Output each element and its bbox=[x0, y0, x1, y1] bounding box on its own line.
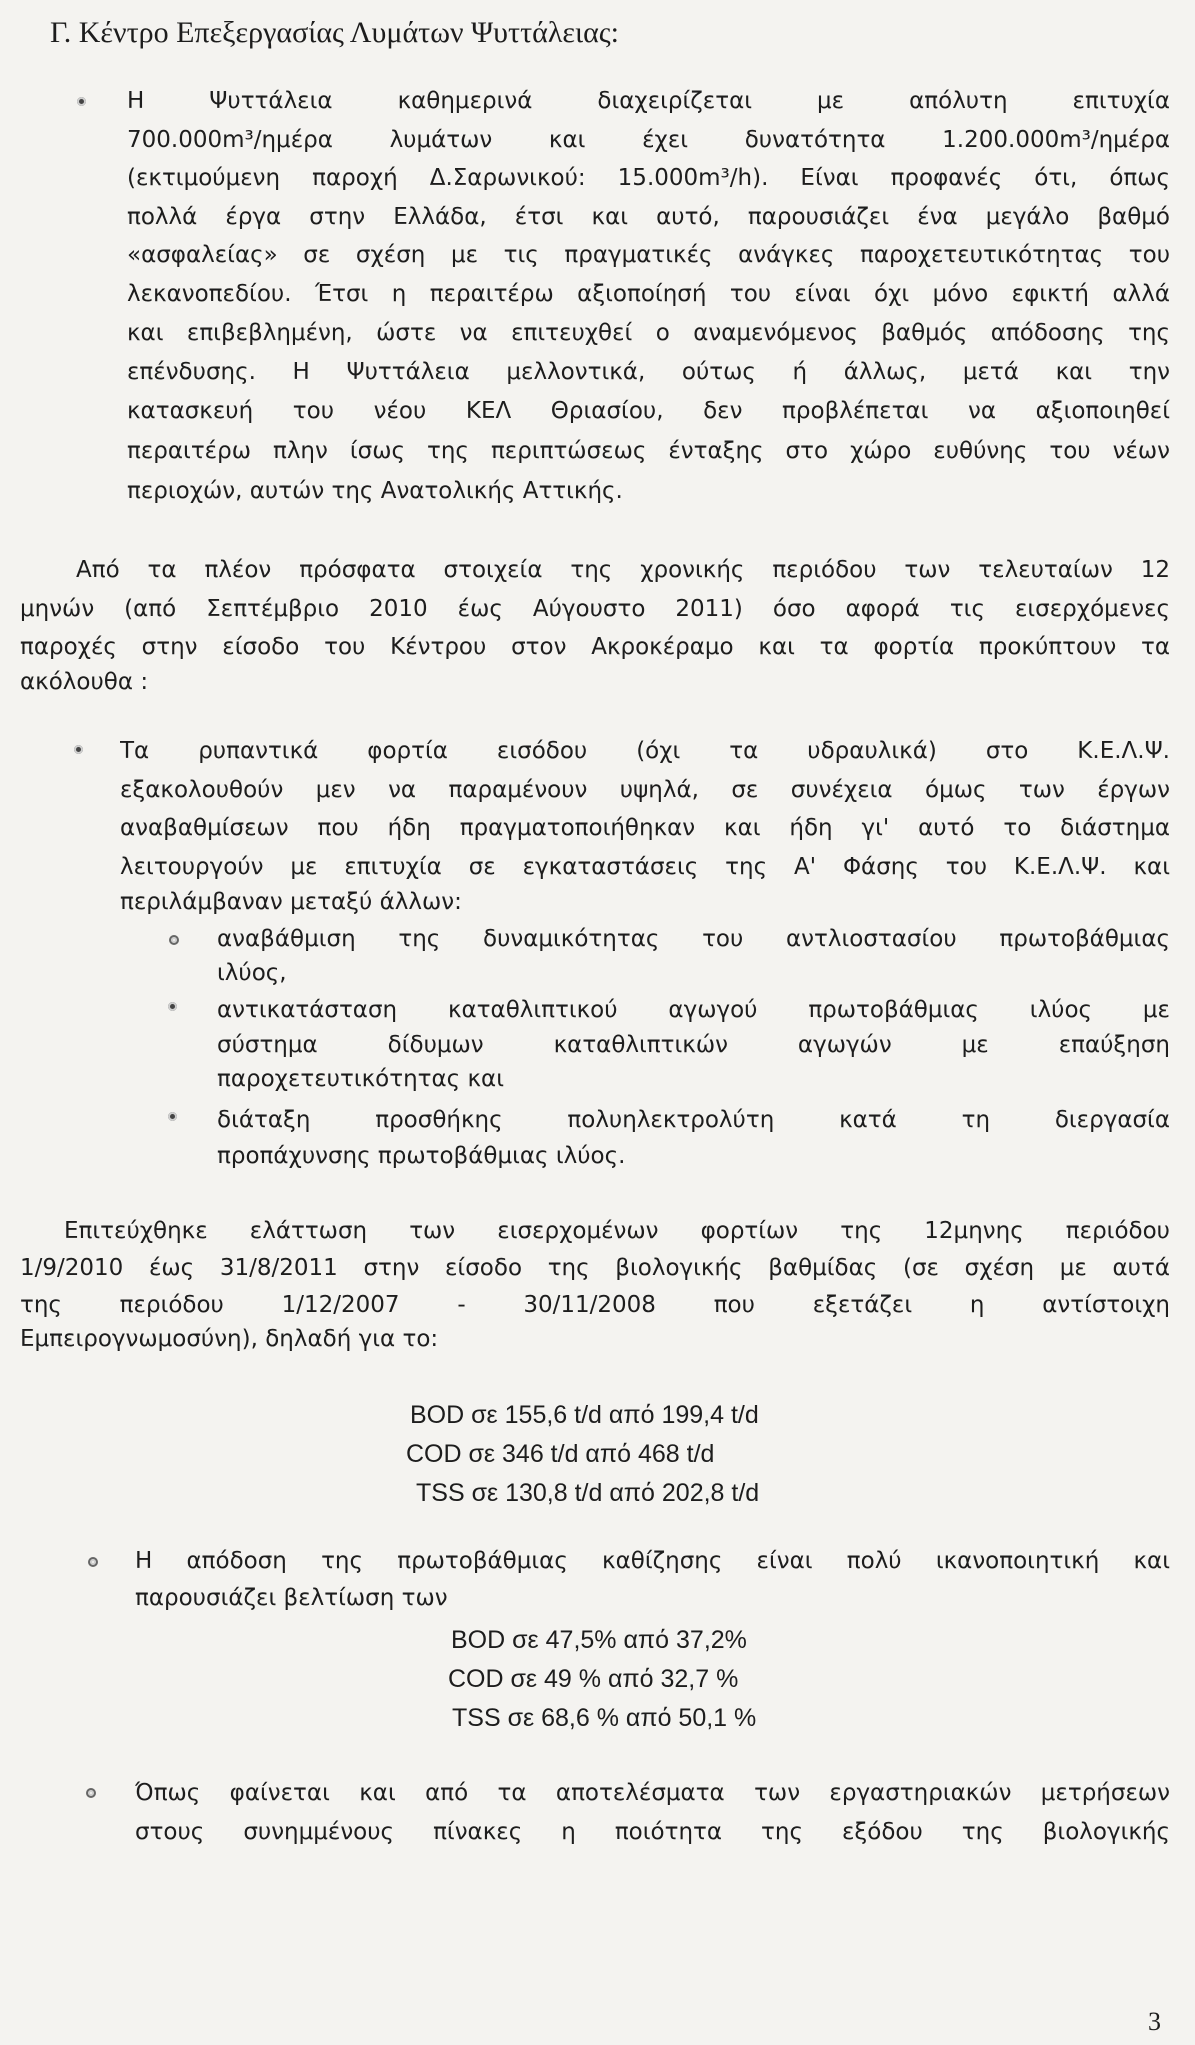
text-line: Η Ψυττάλεια καθημερινά διαχειρίζεται με απόλυτη επιτυχία bbox=[127, 88, 1170, 114]
text-line: 700.000m³/ημέρα λυμάτων και έχει δυνατότητα 1.200.000m³/ημέρα bbox=[127, 127, 1170, 153]
text-line: κατασκευή του νέου ΚΕΛ Θριασίου, δεν προβλέπεται να αξιοποιηθεί bbox=[127, 398, 1170, 424]
text-line: πολλά έργα στην Ελλάδα, έτσι και αυτό, παρουσιάζει ένα μεγάλο βαθμό bbox=[127, 204, 1170, 230]
text-line: αναβάθμιση της δυναμικότητας του αντλιοστασίου πρωτοβάθμιας bbox=[217, 926, 1170, 952]
text-line: περιοχών, αυτών της Ανατολικής Αττικής. bbox=[127, 478, 623, 504]
text-line: (εκτιμούμενη παροχή Δ.Σαρωνικού: 15.000m³/h). Είναι προφανές ότι, όπως bbox=[127, 165, 1170, 191]
text-line: της περιόδου 1/12/2007 - 30/11/2008 που εξετάζει η αντίστοιχη bbox=[20, 1292, 1170, 1318]
bullet-icon bbox=[77, 97, 86, 106]
text-line: ιλύος, bbox=[217, 960, 287, 986]
efficiency-row: COD σε 49 % από 32,7 % bbox=[448, 1665, 739, 1693]
text-line: εξακολουθούν μεν να παραμένουν υψηλά, σε συνέχεια όμως των έργων bbox=[120, 777, 1170, 803]
text-line: διάταξη προσθήκης πολυηλεκτρολύτη κατά τη διεργασία bbox=[217, 1107, 1170, 1133]
sub-bullet-icon bbox=[168, 1002, 177, 1011]
text-line: στους συνημμένους πίνακες η ποιότητα της εξόδου της βιολογικής bbox=[135, 1819, 1170, 1845]
text-line: μηνών (από Σεπτέμβριο 2010 έως Αύγουστο 2011) όσο αφορά τις εισερχόμενες bbox=[20, 596, 1170, 622]
text-line: 1/9/2010 έως 31/8/2011 στην είσοδο της βιολογικής βαθμίδας (σε σχέση με αυτά bbox=[20, 1255, 1170, 1281]
text-line: λειτουργούν με επιτυχία σε εγκαταστάσεις της Α' Φάσης του Κ.Ε.Λ.Ψ. και bbox=[120, 854, 1170, 880]
text-line: Όπως φαίνεται και από τα αποτελέσματα των εργαστηριακών μετρήσεων bbox=[135, 1780, 1170, 1806]
text-line: σύστημα δίδυμων καταθλιπτικών αγωγών με επαύξηση bbox=[217, 1032, 1170, 1058]
text-line: επένδυσης. Η Ψυττάλεια μελλοντικά, ούτως ή άλλως, μετά και την bbox=[127, 359, 1170, 385]
text-line: Η απόδοση της πρωτοβάθμιας καθίζησης είναι πολύ ικανοποιητική και bbox=[135, 1548, 1170, 1574]
sub-bullet-icon bbox=[168, 1112, 177, 1121]
bullet-icon bbox=[74, 745, 83, 754]
bullet-icon bbox=[88, 1557, 98, 1567]
text-line: αντικατάσταση καταθλιπτικού αγωγού πρωτοβάθμιας ιλύος με bbox=[217, 997, 1170, 1023]
text-line: Τα ρυπαντικά φορτία εισόδου (όχι τα υδραυλικά) στο Κ.Ε.Λ.Ψ. bbox=[120, 738, 1170, 764]
text-line: περαιτέρω πλην ίσως της περιπτώσεως ένταξης στο χώρο ευθύνης του νέων bbox=[127, 438, 1170, 464]
text-line: περιλάμβαναν μεταξύ άλλων: bbox=[120, 889, 462, 915]
load-row: TSS σε 130,8 t/d από 202,8 t/d bbox=[416, 1479, 760, 1507]
text-line: ακόλουθα : bbox=[20, 669, 149, 695]
section-heading: Γ. Κέντρο Επεξεργασίας Λυμάτων Ψυττάλειας: bbox=[50, 16, 620, 49]
load-row: COD σε 346 t/d από 468 t/d bbox=[406, 1440, 715, 1468]
text-line: Από τα πλέον πρόσφατα στοιχεία της χρονικής περιόδου των τελευταίων 12 bbox=[76, 557, 1170, 583]
text-line: προπάχυνσης πρωτοβάθμιας ιλύος. bbox=[217, 1143, 626, 1169]
text-line: παροχές στην είσοδο του Κέντρου στον Ακροκέραμο και τα φορτία προκύπτουν τα bbox=[20, 634, 1170, 660]
efficiency-row: BOD σε 47,5% από 37,2% bbox=[451, 1626, 747, 1654]
bullet-icon bbox=[86, 1788, 96, 1798]
text-line: «ασφαλείας» σε σχέση με τις πραγματικές ανάγκες παροχετευτικότητας του bbox=[127, 242, 1170, 268]
text-line: Επιτεύχθηκε ελάττωση των εισερχομένων φορτίων της 12μηνης περιόδου bbox=[64, 1218, 1170, 1244]
text-line: αναβαθμίσεων που ήδη πραγματοποιήθηκαν και ήδη γι' αυτό το διάστημα bbox=[120, 815, 1170, 841]
text-line: Εμπειρογνωμοσύνη), δηλαδή για το: bbox=[20, 1326, 439, 1352]
efficiency-row: TSS σε 68,6 % από 50,1 % bbox=[452, 1704, 757, 1732]
text-line: και επιβεβλημένη, ώστε να επιτευχθεί ο αναμενόμενος βαθμός απόδοσης της bbox=[127, 320, 1170, 346]
page-number: 3 bbox=[1148, 2007, 1161, 2036]
text-line: λεκανοπεδίου. Έτσι η περαιτέρω αξιοποίησή του είναι όχι μόνο εφικτή αλλά bbox=[127, 281, 1170, 307]
load-row: BOD σε 155,6 t/d από 199,4 t/d bbox=[410, 1401, 759, 1429]
text-line: παροχετευτικότητας και bbox=[217, 1066, 504, 1092]
text-line: παρουσιάζει βελτίωση των bbox=[135, 1585, 448, 1611]
sub-bullet-icon bbox=[169, 935, 179, 945]
